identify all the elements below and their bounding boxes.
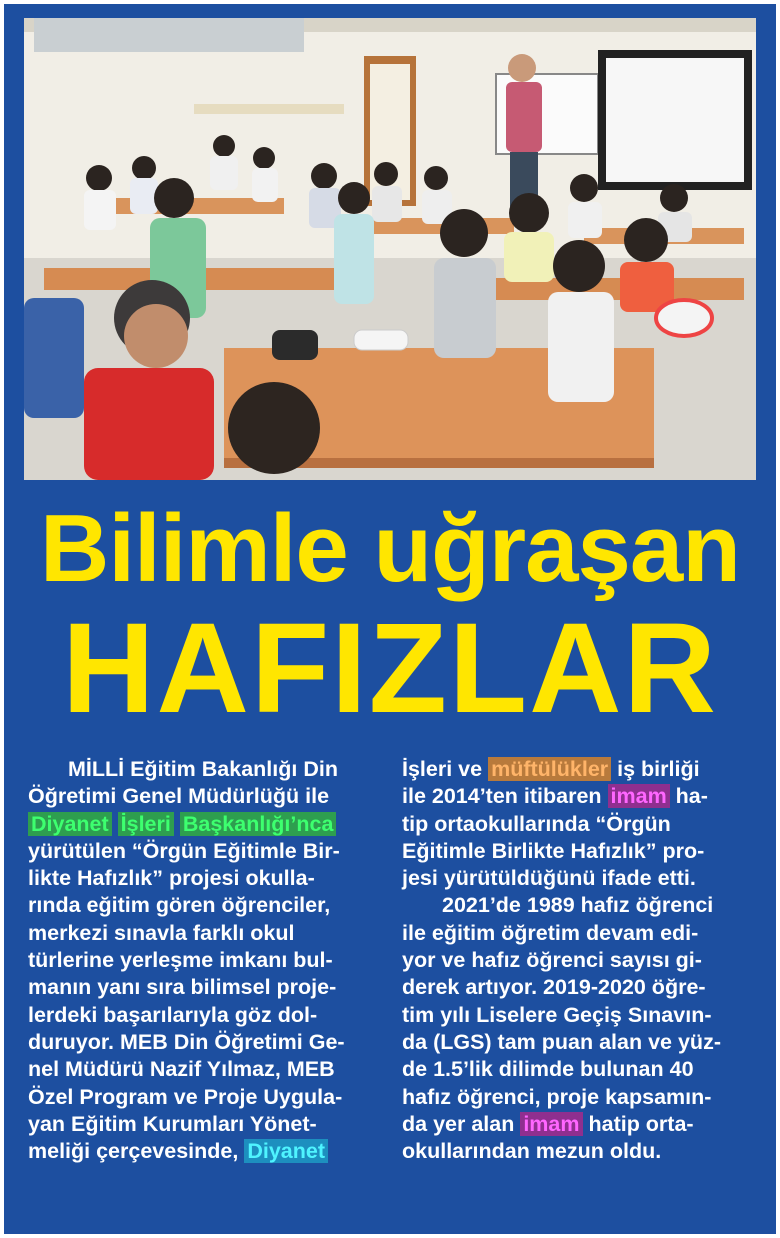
- article-line: yor ve hafız öğrenci sayısı gi-: [402, 948, 702, 973]
- article-fragment: da yer alan: [402, 1111, 521, 1136]
- article-column-left: [28, 756, 368, 1165]
- article-line: jesi yürütüldüğünü ifade etti.: [402, 866, 696, 891]
- article-line: nel Müdürü Nazif Yılmaz, MEB: [28, 1057, 335, 1082]
- article-line-highlighted: [28, 811, 368, 838]
- article-line: manın yanı sıra bilimsel proje-: [28, 975, 337, 1000]
- article-line: türlerine yerleşme imkanı bul-: [28, 948, 333, 973]
- article-line: da (LGS) tam puan alan ve yüz-: [402, 1029, 721, 1054]
- article-line: hafız öğrenci, proje kapsamın-: [402, 1084, 712, 1109]
- article-line: tip ortaokullarında “Örgün: [402, 811, 671, 836]
- article-line: Eğitimle Birlikte Hafızlık” pro-: [402, 838, 705, 863]
- article-fragment: iş birliği: [611, 757, 700, 781]
- classroom-illustration: [24, 18, 756, 480]
- article-line-highlighted: [402, 1111, 742, 1138]
- highlight-muftulukler: müftülükler: [488, 757, 611, 781]
- article-line: MİLLİ Eğitim Bakanlığı Din: [68, 757, 338, 781]
- article-line: duruyor. MEB Din Öğretimi Ge-: [28, 1029, 345, 1054]
- highlight-imam: imam: [608, 784, 670, 808]
- article-line: likte Hafızlık” projesi okulla-: [28, 866, 315, 891]
- article-fragment: ile 2014’ten itibaren: [402, 784, 608, 809]
- highlight-diyanet-2: Diyanet: [244, 1139, 328, 1163]
- article-line-highlighted: [28, 1138, 368, 1165]
- article-column-right: [402, 756, 742, 1165]
- article-line: ile eğitim öğretim devam edi-: [402, 920, 699, 945]
- article-fragment: ha-: [669, 784, 708, 809]
- article-line: derek artıyor. 2019-2020 öğre-: [402, 975, 706, 1000]
- headline-line-2: HAFIZLAR: [62, 597, 718, 740]
- article-line: tim yılı Liselere Geçiş Sınavın-: [402, 1002, 712, 1027]
- article-line: yan Eğitim Kurumları Yönet-: [28, 1111, 317, 1136]
- highlight-isleri: İşleri: [118, 812, 174, 836]
- article-line: lerdeki başarılarıyla göz dol-: [28, 1002, 318, 1027]
- article-line-highlighted: [402, 756, 742, 783]
- article-line: Özel Program ve Proje Uygula-: [28, 1084, 343, 1109]
- article-line: merkezi sınavla farklı okul: [28, 920, 295, 945]
- classroom-photo: [24, 18, 756, 480]
- article-line-highlighted: [402, 783, 742, 810]
- article-fragment: İşleri ve: [402, 757, 489, 781]
- article-line: yürütülen “Örgün Eğitimle Bir-: [28, 838, 340, 863]
- article-line: okullarından mezun oldu.: [402, 1139, 662, 1164]
- article-line: rında eğitim gören öğrenciler,: [28, 893, 331, 918]
- article-line: 2021’de 1989 hafız öğrenci: [442, 893, 714, 918]
- article-line: Öğretimi Genel Müdürlüğü ile: [28, 784, 330, 809]
- highlight-diyanet: Diyanet: [28, 812, 112, 836]
- highlight-imam-2: imam: [520, 1112, 582, 1136]
- highlight-baskanligi: Başkanlığı’nca: [180, 812, 337, 836]
- article-fragment: hatip orta-: [582, 1111, 694, 1136]
- newspaper-clipping: [4, 4, 776, 1234]
- headline-line-1: Bilimle uğraşan: [40, 495, 740, 602]
- article-fragment: meliği çerçevesinde,: [28, 1139, 245, 1164]
- article-line: de 1.5’lik dilimde bulunan 40: [402, 1057, 694, 1082]
